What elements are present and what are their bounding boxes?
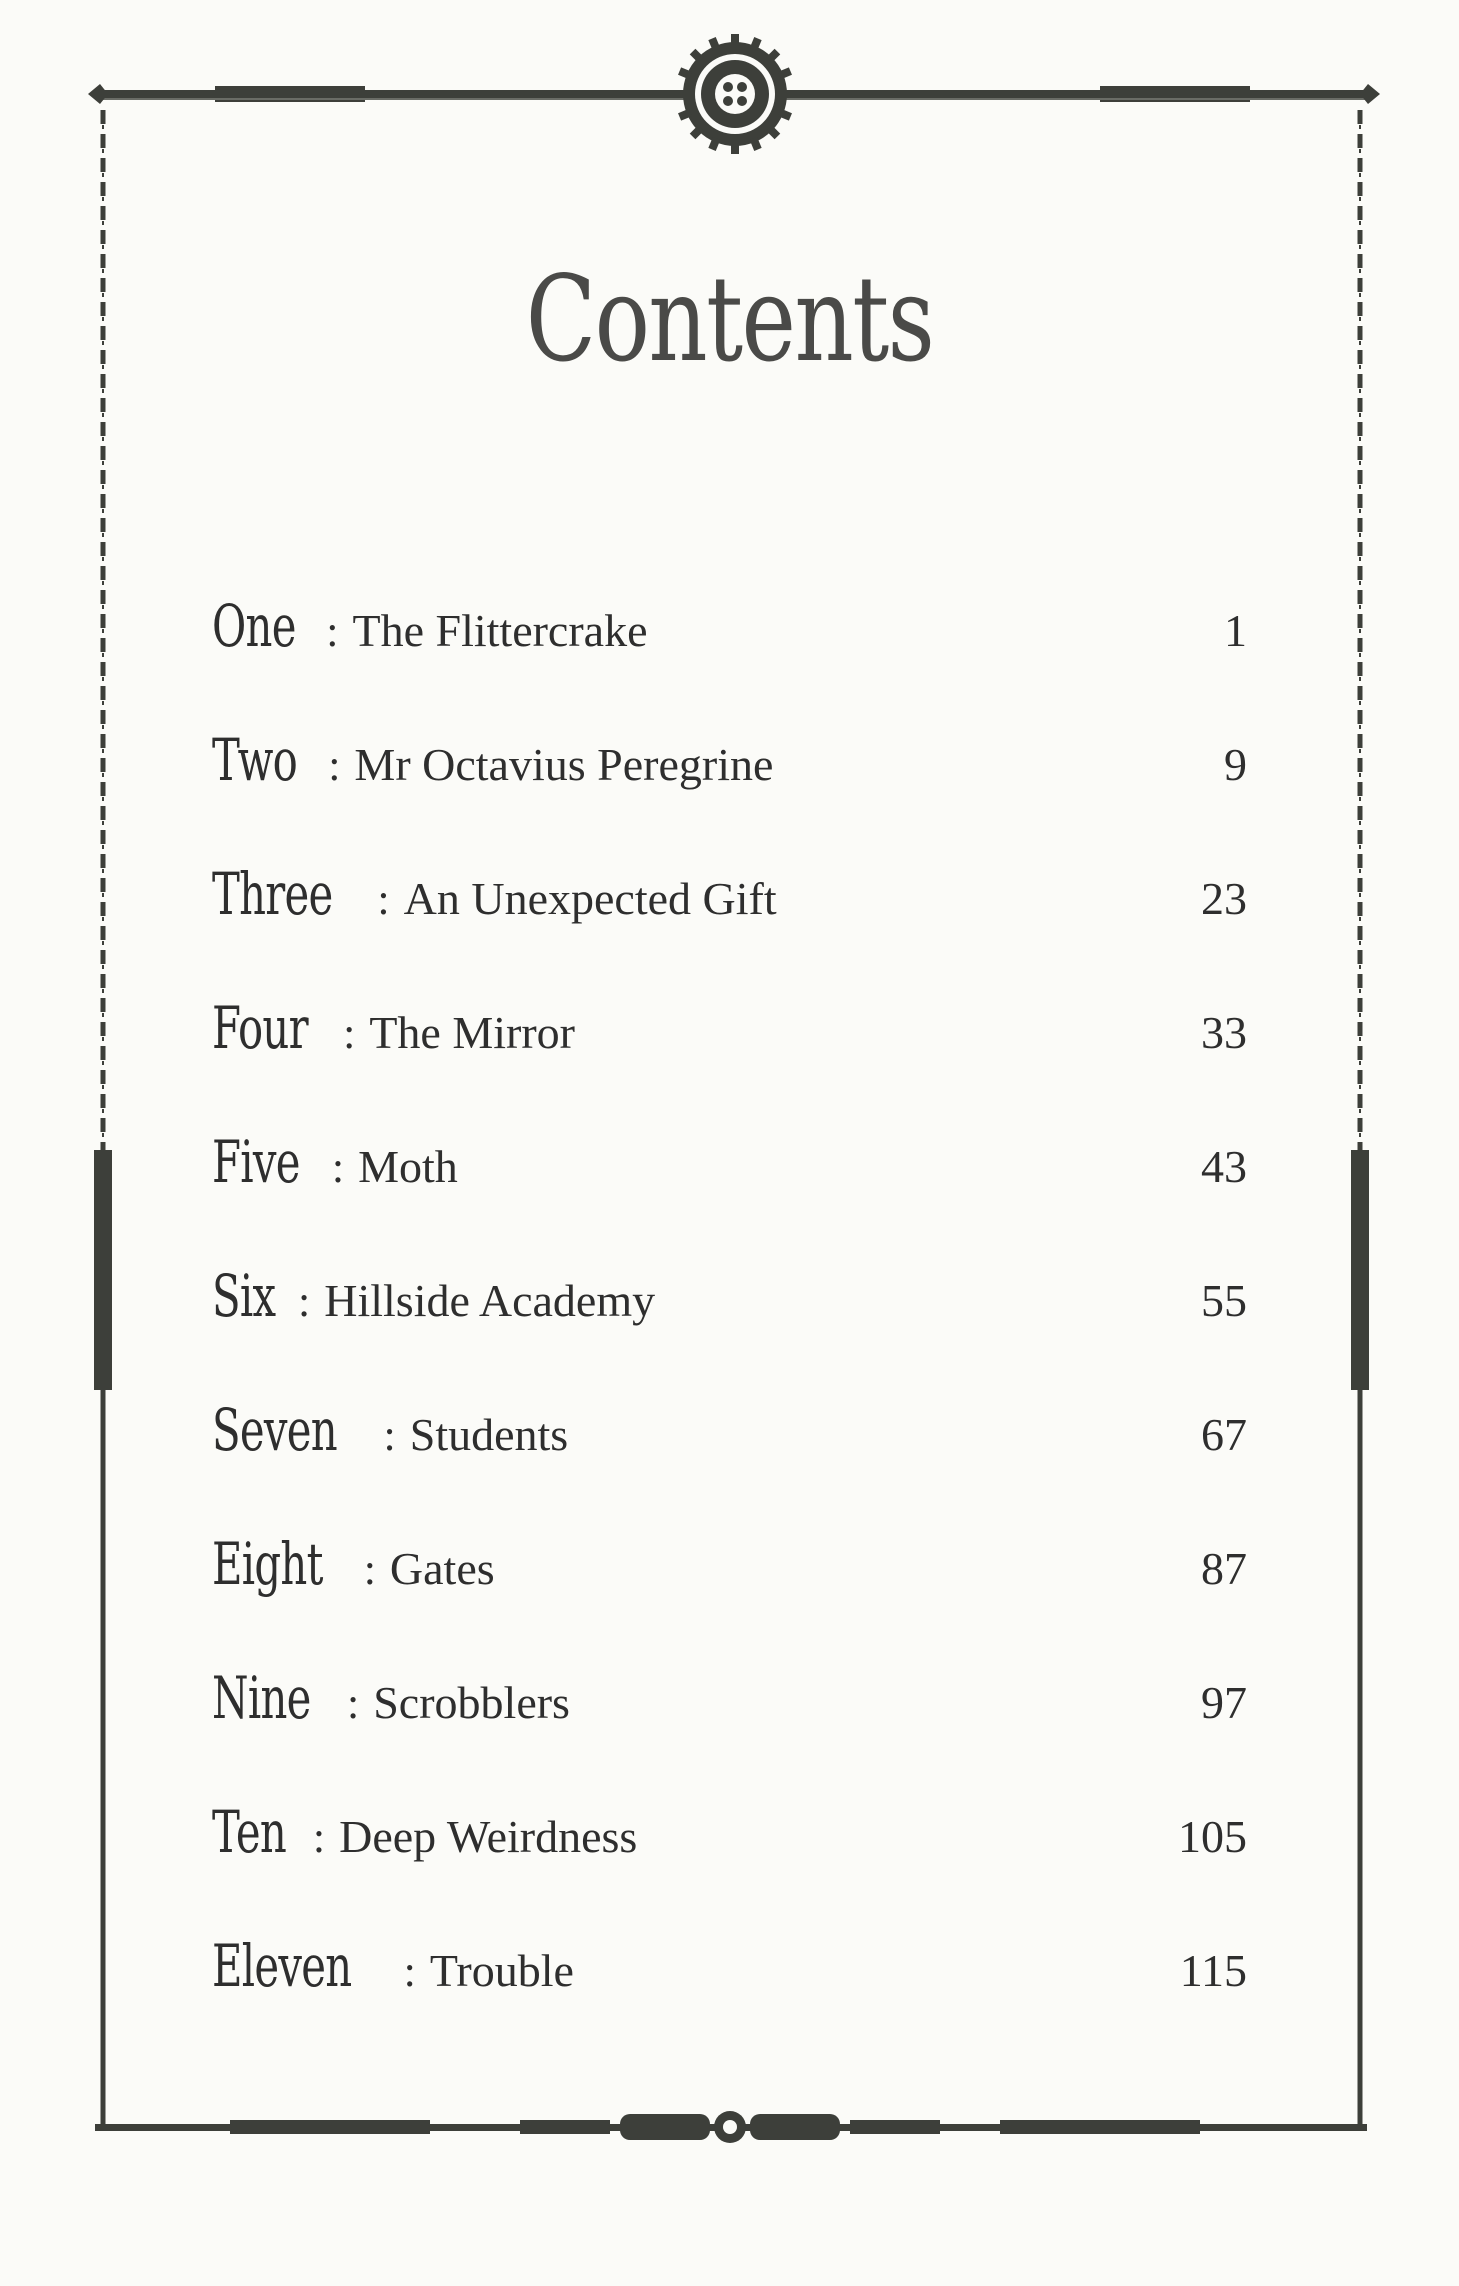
colon: : <box>377 875 390 924</box>
toc-row[interactable] <box>212 1396 1247 1530</box>
right-bar <box>1351 1150 1369 1390</box>
toc-row[interactable] <box>212 726 1247 860</box>
toc-row[interactable] <box>212 1664 1247 1798</box>
chapter-title: Students <box>409 1409 569 1460</box>
chapter-number: Eleven <box>212 1932 352 2000</box>
left-bar <box>94 1150 112 1390</box>
page-number: 9 <box>1224 739 1247 790</box>
toc-entry <box>212 1128 458 1196</box>
chapter-number: Two <box>212 726 298 794</box>
chapter-number: Five <box>212 1128 300 1196</box>
toc-row[interactable] <box>212 1262 1247 1396</box>
page-number: 55 <box>1201 1275 1247 1326</box>
colon: : <box>312 1813 326 1862</box>
page-number: 67 <box>1201 1409 1247 1460</box>
page-title: Contents <box>525 250 934 388</box>
toc-entry <box>212 1798 637 1866</box>
page-number: 105 <box>1178 1811 1247 1862</box>
page-number: 23 <box>1201 873 1247 924</box>
page-number: 87 <box>1201 1543 1247 1594</box>
toc-entry <box>212 860 777 928</box>
chapter-title: An Unexpected Gift <box>403 873 777 924</box>
page-number: 1 <box>1224 605 1247 656</box>
colon: : <box>326 607 339 656</box>
gear-ornament-icon <box>675 34 795 154</box>
bottom-bar <box>95 2111 1367 2143</box>
chapter-number: Ten <box>212 1798 287 1866</box>
toc-row[interactable] <box>212 1530 1247 1664</box>
chapter-title: Trouble <box>429 1945 574 1996</box>
toc-row[interactable] <box>212 1798 1247 1932</box>
chapter-title: Scrobblers <box>373 1677 570 1728</box>
colon: : <box>343 1009 356 1058</box>
toc-row[interactable] <box>212 994 1247 1128</box>
colon: : <box>403 1947 416 1996</box>
colon: : <box>363 1545 376 1594</box>
colon: : <box>298 1277 311 1326</box>
table-of-contents <box>212 592 1247 2066</box>
toc-entry <box>212 994 575 1062</box>
chapter-number: Six <box>212 1262 276 1330</box>
page-number: 33 <box>1201 1007 1247 1058</box>
page-number: 43 <box>1201 1141 1247 1192</box>
toc-entry <box>212 1530 495 1598</box>
toc-row[interactable] <box>212 1128 1247 1262</box>
colon: : <box>331 1143 345 1192</box>
toc-row[interactable] <box>212 1932 1247 2066</box>
colon: : <box>328 741 341 790</box>
toc-entry <box>212 592 648 660</box>
page-number: 97 <box>1201 1677 1247 1728</box>
colon: : <box>346 1679 360 1728</box>
toc-entry <box>212 1396 568 1464</box>
toc-entry <box>212 1932 574 2000</box>
toc-entry <box>212 1664 570 1732</box>
toc-entry <box>212 1262 655 1330</box>
chapter-title: The Mirror <box>369 1007 575 1058</box>
chapter-title: Hillside Academy <box>324 1275 656 1326</box>
chapter-number: One <box>212 592 296 660</box>
toc-row[interactable] <box>212 860 1247 994</box>
toc-row[interactable] <box>212 592 1247 726</box>
chapter-number: Nine <box>212 1664 311 1732</box>
toc-entry <box>212 726 773 794</box>
chapter-number: Eight <box>212 1530 323 1598</box>
colon: : <box>383 1411 396 1460</box>
page-number: 115 <box>1179 1945 1247 1996</box>
chapter-title: The Flittercrake <box>352 605 648 656</box>
chapter-number: Three <box>212 860 333 928</box>
chapter-number: Seven <box>212 1396 337 1464</box>
chapter-title: Deep Weirdness <box>339 1811 638 1862</box>
chapter-title: Gates <box>389 1543 495 1594</box>
chapter-title: Moth <box>358 1141 458 1192</box>
chapter-number: Four <box>212 994 308 1062</box>
chapter-title: Mr Octavius Peregrine <box>354 739 774 790</box>
